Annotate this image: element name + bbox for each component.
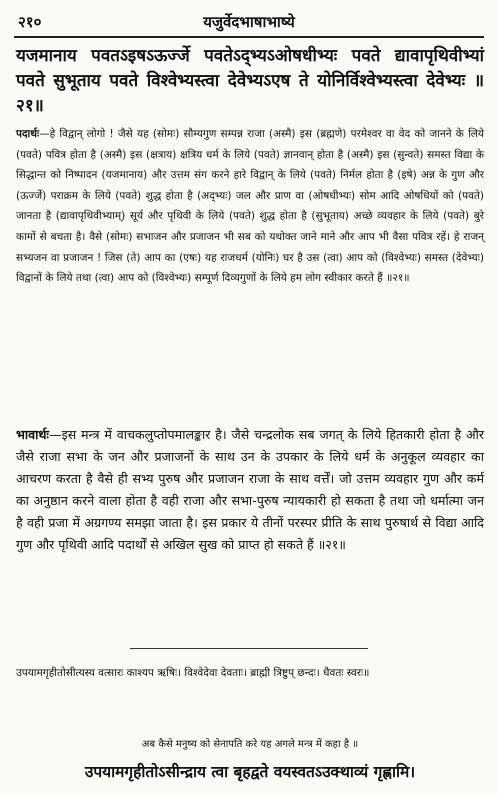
next-mantra-text: उपयामगृहीतोऽसीन्द्राय त्वा बृहद्वते वयस्वतऽउक्थाव्यं गृह्णामि।	[84, 762, 416, 781]
next-mantra-info: उपयामगृहीतोसीत्यस्य वत्सारः काश्यप ऋषिः। विश्वेदेवा देवताः। ब्राह्मी त्रिष्टुप् छन्दः। धैवतः स्वरः॥	[16, 667, 370, 679]
section-divider	[130, 648, 368, 649]
page-number: २१०	[18, 13, 42, 31]
padartha-section	[16, 124, 484, 289]
header-rule	[14, 36, 484, 38]
next-mantra-intro: अब कैसे मनुष्य को सेनापति करे यह अगले मन्त्र में कहा है ॥	[141, 739, 359, 750]
bhavartha-label: भावार्थः	[16, 427, 49, 442]
padartha-label: पदार्थः	[16, 128, 40, 140]
mantra-text: यजमानाय पवतऽइषऽऊर्ज्जे पवतेऽद्भ्यऽओषधीभ्यः पवते द्यावापृथिवीभ्यां पवते सुभूताय पवते विश्वेभ्यस्त्वा देवेभ्यऽएष ते योनिर्विश्वेभ्यस्त्वा देवेभ्यः ॥२१॥	[16, 46, 484, 116]
bhavartha-text: —इस मन्त्र में वाचकलुप्तोपमालङ्कार है। जैसे चन्द्रलोक सब जगत् के लिये हितकारी होता है और जैसे राजा सभा के जन और प्रजाजनों के साथ उन के उपकार के लिये धर्म के अनुकूल व्यवहार का आचरण करता है वैसे ही सभ्य पुरुष और प्रजाजन राजा के साथ वर्त्तें। जो उत्तम व्यवहार गुण और कर्म का अनुष्ठान करने वाला होता है वही राजा और सभा-पुरुष न्यायकारी हो सकता है तथा जो धर्मात्मा जन है वही प्रजा में अग्रगण्य समझा जाता है। इस प्रकार ये तीनों परस्पर प्रीति के साथ पुरुषार्थ से विद्या आदि गुण और पृथिवी आदि पदार्थों से अखिल सुख को प्राप्त हो सकते हैं ॥२१॥	[16, 427, 484, 552]
running-title: यजुर्वेदभाषाभाष्ये	[203, 13, 295, 31]
padartha-text: —हे विद्वान् लोगो ! जैसे यह (सोमः) सौम्यगुण सम्पन्न राजा (अस्मै) इस (ब्रह्मणे) परमेश्वर वा वेद को जानने के लिये (पवते) पवित्र होता है (अस्मै) इस (क्षत्राय) क्षत्रिय धर्म के लिये (पवते) ज्ञानवान् होता है (अस्मै) इस (सुन्वते) समस्त विद्या के सिद्धान्त को निष्पादन (यजमानाय) और उत्तम संग करने हारे विद्वान् के लिये (पवते) निर्मल होता है (इषे) अन्न के गुण और (ऊर्ज्जे) पराक्रम के लिये (पवते) शुद्ध होता है (अद्भ्यः) जल और प्राण वा (ओषधीभ्यः) सोम आदि ओषधियों को (पवते) जानता है (द्यावापृथिवीभ्याम्) सूर्य और पृथिवी के लिये (पवते) शुद्ध होता है (सुभूताय) अच्छे व्यवहार के लिये (पवते) बुरे कामों से बचता है। वैसे (सोमः) सभाजन और प्रजाजन भी सब को यथोक्त जाने माने और आप भी वैसा पवित्र रहें। हे राजन् सभ्यजन वा प्रजाजन ! जिस (ते) आप का (एषः) यह राजधर्म (योनिः) घर है उस (त्वा) आप को (विश्वेभ्यः) समस्त (देवेभ्यः) विद्वानों के लिये तथा (त्वा) आप को (विश्वेभ्यः) सम्पूर्ण दिव्यगुणों के लिये हम लोग स्वीकार करते हैं ॥२१॥	[16, 128, 484, 285]
page-header	[18, 12, 480, 36]
bhavartha-section	[16, 424, 484, 556]
